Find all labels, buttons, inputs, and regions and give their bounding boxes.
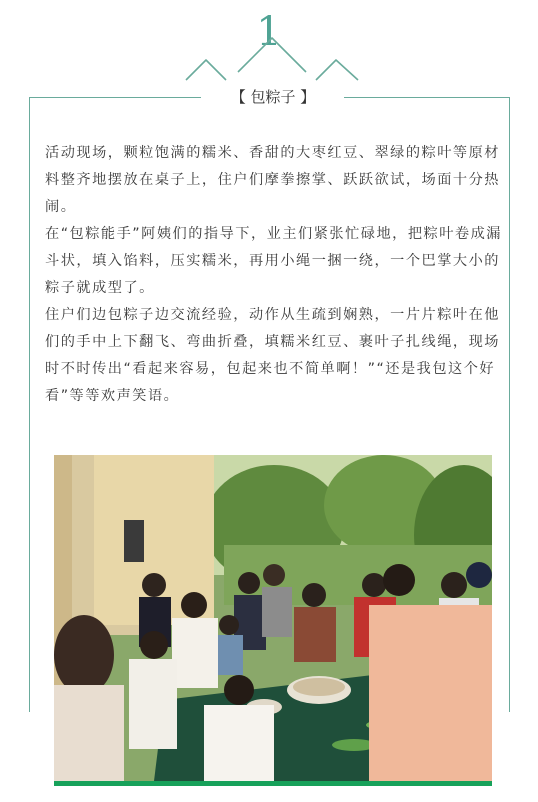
frame-top-right-border [344, 97, 509, 98]
article-body [45, 140, 505, 410]
frame-left-border [29, 97, 30, 712]
frame-right-border [509, 97, 510, 712]
paragraph-experience: 住户们边包粽子边交流经验，动作从生疏到娴熟，一片片粽叶在他们的手中上下翻飞、弯曲折叠，填糯米红豆、裹叶子扎线绳，现场时不时传出“看起来容易，包起来也不简单啊！”“还是我包这个好看”等等欢声笑语。 [45, 307, 500, 404]
paragraph-intro: 活动现场，颗粒饱满的糯米、香甜的大枣红豆、翠绿的粽叶等原材料整齐地摆放在桌子上，住户们摩拳擦掌、跃跃欲试，场面十分热闹。 [45, 145, 500, 215]
mountain-ornament-icon [0, 0, 538, 100]
section-title: 【 包粽子 】 [203, 86, 343, 108]
event-photo [54, 455, 492, 781]
photo-accent-bar [54, 781, 492, 786]
frame-top-left-border [29, 97, 201, 98]
section-number: 1 [256, 9, 282, 55]
paragraph-guidance: 在“包粽能手”阿姨们的指导下，业主们紧张忙碌地，把粽叶卷成漏斗状，填入馅料，压实糯米，再用小绳一捆一绕，一个巴掌大小的粽子就成型了。 [45, 226, 502, 296]
